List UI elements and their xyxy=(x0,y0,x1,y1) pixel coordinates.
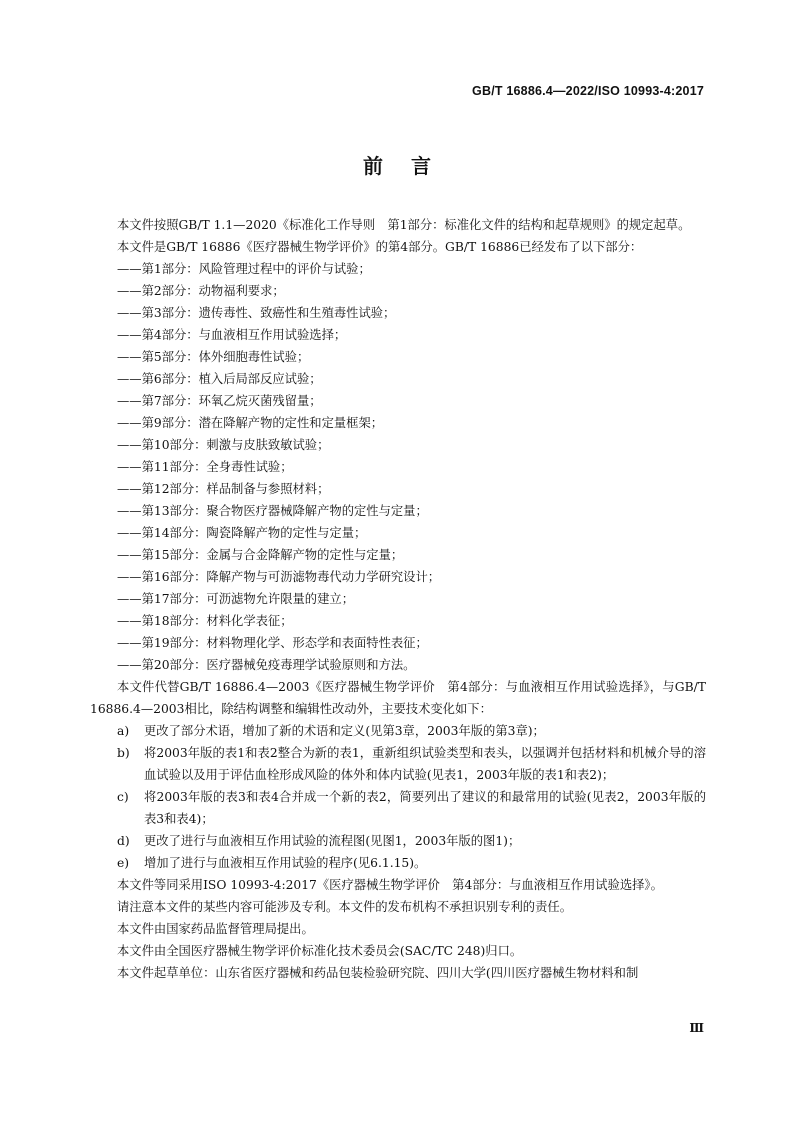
change-text: 更改了部分术语，增加了新的术语和定义(见第3章，2003年版的第3章)； xyxy=(144,724,545,738)
change-item xyxy=(90,830,706,852)
page-title: 前言 xyxy=(363,154,459,178)
change-item xyxy=(90,720,706,742)
change-text: 将2003年版的表3和表4合并成一个新的表2，简要列出了建议的和最常用的试验(见表2，2003年版的表3和表4)； xyxy=(144,790,706,826)
list-item: ——第16部分：降解产物与可沥滤物毒代动力学研究设计； xyxy=(117,570,441,584)
parts-list xyxy=(90,258,706,676)
list-item: ——第15部分：金属与合金降解产物的定性与定量； xyxy=(117,548,404,562)
page-number: Ⅲ xyxy=(689,1021,704,1035)
list-item: ——第13部分：聚合物医疗器械降解产物的定性与定量； xyxy=(117,504,428,518)
change-label: e) xyxy=(117,856,130,870)
change-text: 将2003年版的表1和表2整合为新的表1，重新组织试验类型和表头，以强调并包括材料和机械介导的溶血试验以及用于评估血栓形成风险的体外和体内试验(见表1，2003年版的表1和表2)； xyxy=(144,746,706,782)
paragraph-patent-notice: 请注意本文件的某些内容可能涉及专利。本文件的发布机构不承担识别专利的责任。 xyxy=(117,900,572,914)
paragraph-committee: 本文件由全国医疗器械生物学评价标准化技术委员会(SAC/TC 248)归口。 xyxy=(117,944,523,958)
change-text: 增加了进行与血液相互作用试验的程序(见6.1.15)。 xyxy=(144,856,427,870)
paragraph-adoption: 本文件等同采用ISO 10993-4:2017《医疗器械生物学评价 第4部分：与血液相互作用试验选择》。 xyxy=(117,878,663,892)
list-item: ——第14部分：陶瓷降解产物的定性与定量； xyxy=(117,526,367,540)
list-item: ——第20部分：医疗器械免疫毒理学试验原则和方法。 xyxy=(117,658,416,672)
list-item: ——第5部分：体外细胞毒性试验； xyxy=(117,350,310,364)
list-item: ——第18部分：材料化学表征； xyxy=(117,614,293,628)
list-item: ——第17部分：可沥滤物允许限量的建立； xyxy=(117,592,354,606)
list-item: ——第4部分：与血液相互作用试验选择； xyxy=(117,328,347,342)
list-item: ——第11部分：全身毒性试验； xyxy=(117,460,293,474)
paragraph-drafting-units: 本文件起草单位：山东省医疗器械和药品包装检验研究院、四川大学(四川医疗器械生物材料和制 xyxy=(117,966,639,980)
list-item: ——第19部分：材料物理化学、形态学和表面特性表征； xyxy=(117,636,428,650)
foreword-body xyxy=(90,214,706,984)
change-label: c) xyxy=(117,790,129,804)
list-item: ——第12部分：样品制备与参照材料； xyxy=(117,482,330,496)
list-item: ——第6部分：植入后局部反应试验； xyxy=(117,372,322,386)
changes-list xyxy=(90,720,706,874)
list-item: ——第7部分：环氧乙烷灭菌残留量； xyxy=(117,394,322,408)
list-item: ——第1部分：风险管理过程中的评价与试验； xyxy=(117,262,371,276)
change-label: b) xyxy=(117,746,130,760)
paragraph-replacement: 本文件代替GB/T 16886.4—2003《医疗器械生物学评价 第4部分：与血液相互作用试验选择》，与GB/T 16886.4—2003相比，除结构调整和编辑性改动外，主要技术变化如下： xyxy=(90,680,706,716)
change-item xyxy=(90,786,706,830)
change-text: 更改了进行与血液相互作用试验的流程图(见图1，2003年版的图1)； xyxy=(144,834,521,848)
list-item: ——第10部分：刺激与皮肤致敏试验； xyxy=(117,438,330,452)
paragraph-series-intro: 本文件是GB/T 16886《医疗器械生物学评价》的第4部分。GB/T 16886已经发布了以下部分： xyxy=(117,240,643,254)
list-item: ——第9部分：潜在降解产物的定性和定量框架； xyxy=(117,416,384,430)
list-item: ——第3部分：遗传毒性、致癌性和生殖毒性试验； xyxy=(117,306,396,320)
paragraph-drafting-rules: 本文件按照GB/T 1.1—2020《标准化工作导则 第1部分：标准化文件的结构和起草规则》的规定起草。 xyxy=(117,218,691,232)
paragraph-proposer: 本文件由国家药品监督管理局提出。 xyxy=(117,922,314,936)
change-label: a) xyxy=(117,724,130,738)
change-item xyxy=(90,742,706,786)
change-item xyxy=(90,852,706,874)
change-label: d) xyxy=(117,834,130,848)
list-item: ——第2部分：动物福利要求； xyxy=(117,284,285,298)
standard-number-header: GB/T 16886.4—2022/ISO 10993-4:2017 xyxy=(472,84,704,98)
